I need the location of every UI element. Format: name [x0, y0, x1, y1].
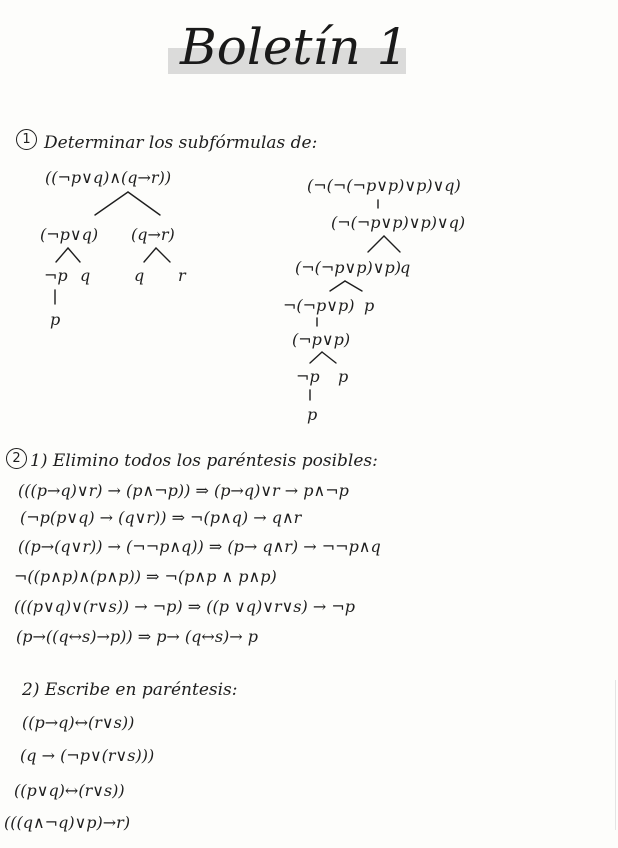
edge-right-n2-p [345, 281, 362, 291]
tree-right-leaf-not-p: ¬p [296, 367, 320, 386]
ex2-sub-line-4: (((q∧¬q)∨p)→r) [4, 813, 131, 832]
edge-left-n2-r [156, 248, 170, 262]
exercise-2-number: 2 [6, 448, 27, 469]
ex2-line-3: ((p→(q∨r)) → (¬¬p∧q)) ⇒ (p→ q∧r) → ¬¬p∧q [18, 537, 381, 556]
edge-right-n1-n2 [368, 236, 384, 252]
edge-right-n1-q [384, 236, 400, 252]
ex2-sub-line-3: ((p∨q)↔(r∨s)) [14, 781, 125, 800]
page-title: Boletín 1 [180, 18, 409, 76]
tree-left-leaf-q1: q [80, 266, 91, 285]
exercise-1-heading: Determinar los subfórmulas de: [44, 133, 318, 153]
edge-left-n2-q [144, 248, 156, 262]
tree-left-node-1: (¬p∨q) [40, 225, 99, 244]
tree-left-node-2: (q→r) [131, 225, 175, 244]
edge-left-root-n1 [95, 192, 128, 215]
tree-left-leaf-r: r [178, 266, 186, 285]
tree-left-leaf-not-p: ¬p [44, 266, 68, 285]
tree-left-leaf-q2: q [134, 266, 145, 285]
ex2-line-1: (((p→q)∨r) → (p∧¬p)) ⇒ (p→q)∨r → p∧¬p [18, 481, 349, 500]
tree-right-root: (¬(¬(¬p∨p)∨p)∨q) [307, 176, 461, 195]
edge-left-root-n2 [128, 192, 160, 215]
edge-left-n1-np [56, 248, 68, 262]
exercise-2-heading: 1) Elimino todos los paréntesis posibles: [30, 451, 378, 471]
tree-right-leaf-bottom-p: p [307, 405, 318, 424]
ex2-line-6: (p→((q↔s)→p)) ⇒ p→ (q↔s)→ p [16, 627, 258, 646]
tree-right-node-3-p: p [364, 296, 375, 315]
ex2-sub-line-2: (q → (¬p∨(r∨s))) [20, 746, 155, 765]
ex2-line-2: (¬p(p∨q) → (q∨r)) ⇒ ¬(p∧q) → q∧r [20, 508, 302, 527]
tree-right-node-4: (¬p∨p) [292, 330, 351, 349]
ex2-line-5: (((p∨q)∨(r∨s)) → ¬p) ⇒ ((p ∨q)∨r∨s) → ¬p [14, 597, 355, 616]
tree-left-root: ((¬p∨q)∧(q→r)) [45, 168, 172, 187]
tree-right-node-3: ¬(¬p∨p) [283, 296, 355, 315]
tree-right-node-1: (¬(¬p∨p)∨p)∨q) [331, 213, 466, 232]
ex2-line-4: ¬((p∧p)∧(p∧p)) ⇒ ¬(p∧p ∧ p∧p) [14, 567, 277, 586]
edge-left-n1-q [68, 248, 80, 262]
tree-right-node-2-q: q [400, 258, 411, 277]
ex2-sub-line-1: ((p→q)↔(r∨s)) [22, 713, 135, 732]
edge-right-n4-np [310, 352, 322, 363]
edge-right-n2-n3 [330, 281, 345, 291]
ex2-sub-heading: 2) Escribe en paréntesis: [22, 680, 238, 700]
exercise-1-number: 1 [16, 129, 37, 150]
tree-right-node-2: (¬(¬p∨p)∨p) [295, 258, 401, 277]
page-edge-line [615, 680, 616, 830]
tree-right-leaf-p: p [338, 367, 349, 386]
edge-right-n4-p [322, 352, 336, 363]
tree-left-leaf-p: p [50, 310, 61, 329]
